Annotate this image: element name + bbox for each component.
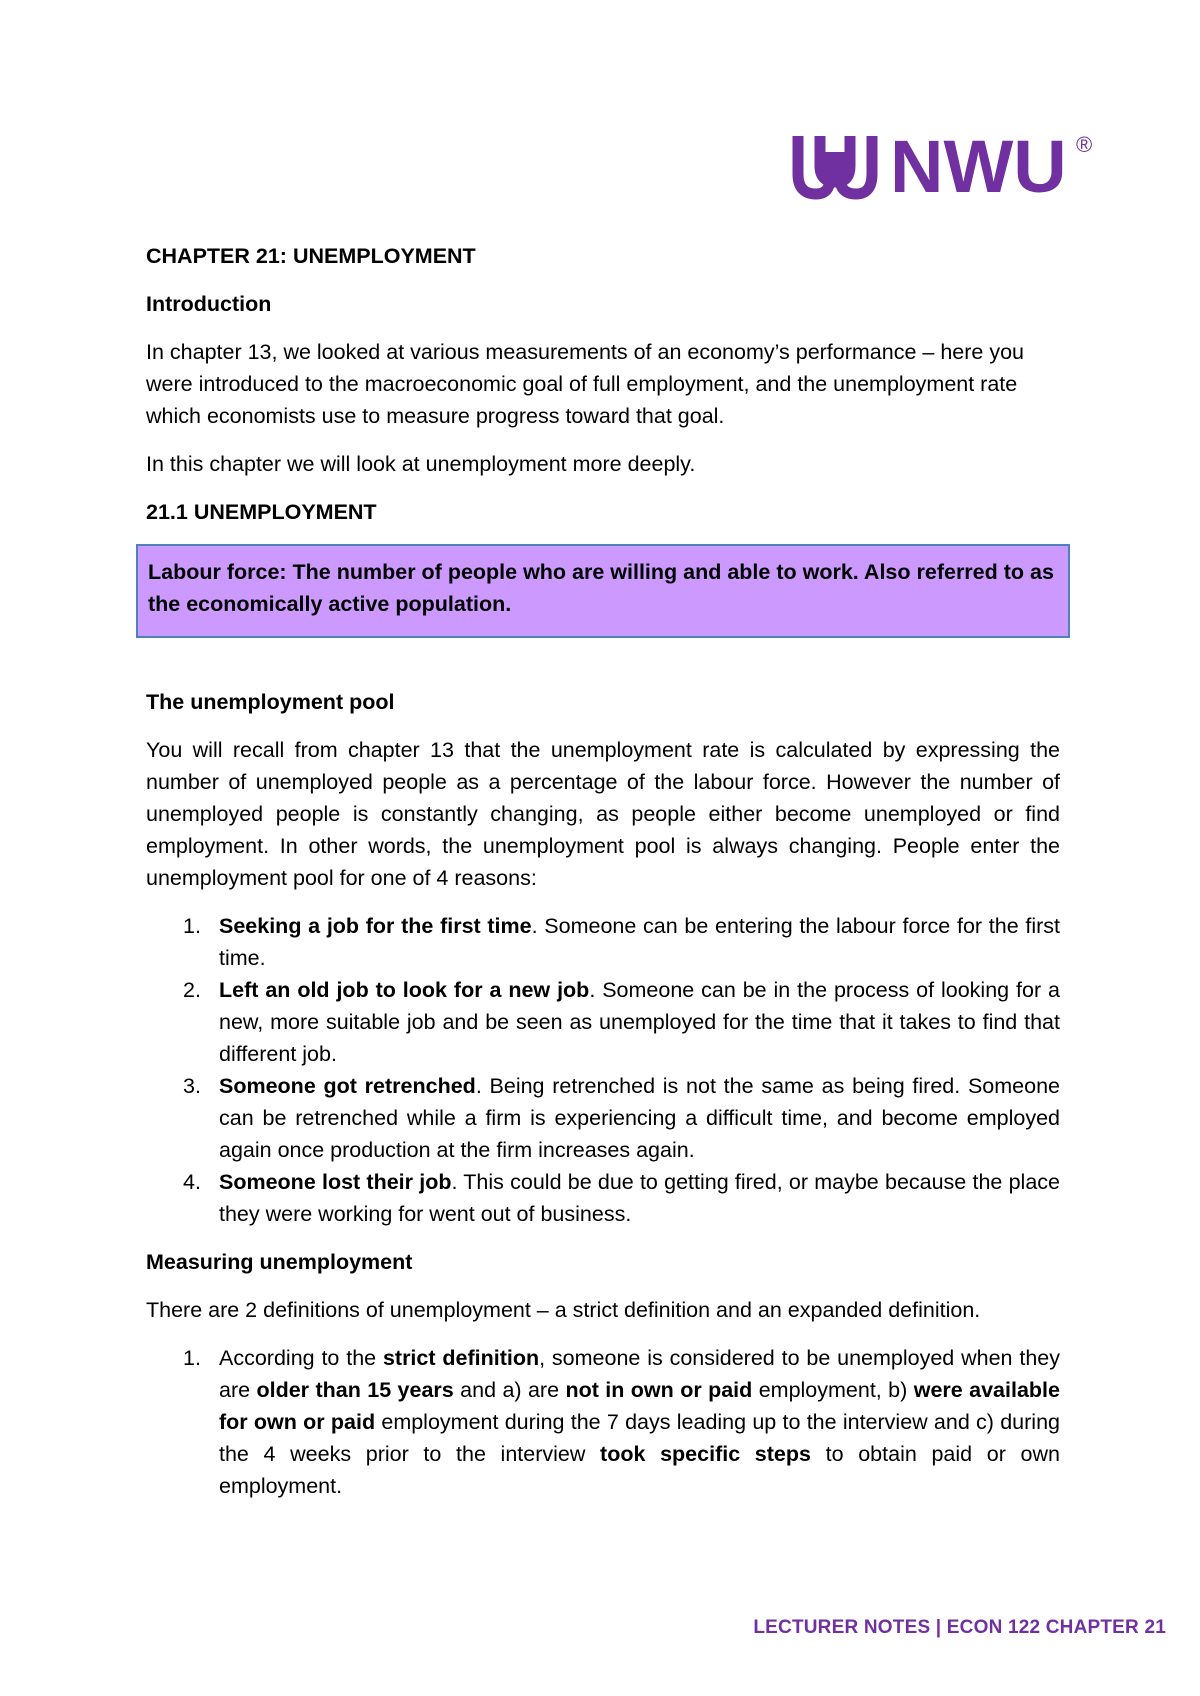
measuring-unemployment-paragraph: There are 2 definitions of unemployment – a strict definition and an expanded definition. [146,1298,981,1322]
section-21-1-heading: 21.1 UNEMPLOYMENT [146,500,377,524]
reason-text: . Someone can be in the process of looking for a new, more suitable job and be seen as unemployed for the time that it takes to find that different job. [219,978,1060,1066]
list-number: 3. [183,1074,201,1098]
definition-bold: strict definition [382,1346,540,1370]
nwu-logo [786,122,1096,212]
list-item [146,1166,1060,1230]
reason-text: . This could be due to getting fired, or maybe because the place they were working for went out of business. [219,1170,1060,1226]
list-item [146,1342,1060,1502]
unemployment-pool-paragraph: You will recall from chapter 13 that the unemployment rate is calculated by expressing the number of unemployed people as a percentage of the labour force. However the number of unemployed people is constantly changing, as people either become unemployed or find employment. In other words, the unemployment pool is always changing. People enter the unemployment pool for one of 4 reasons: [146,738,1060,890]
measuring-unemployment-heading: Measuring unemployment [146,1250,413,1274]
list-number: 1. [183,1346,201,1370]
reason-title: Someone lost their job [219,1170,452,1194]
definition-text: employment during the 7 days leading up to the interview and c) during the 4 weeks prior to the interview [219,1410,1060,1466]
list-number: 2. [183,978,201,1002]
logo-text: NWU [890,125,1067,208]
list-number: 4. [183,1170,201,1194]
list-item [146,974,1060,1070]
introduction-paragraph-1: In chapter 13, we looked at various measurements of an economy’s performance – here you were introduced to the macroeconomic goal of full employment, and the unemployment rate which economists use to measure progress toward that goal. [146,340,1025,428]
reason-text: . Someone can be entering the labour force for the first time. [219,914,1060,970]
registered-mark: ® [1076,132,1093,157]
definition-text: and a) are [453,1378,566,1402]
labour-force-definition-box: Labour force: The number of people who are willing and able to work. Also referred to as the economically active population. [136,544,1070,638]
nwu-logo-icon [786,122,1096,212]
unemployment-pool-heading: The unemployment pool [146,690,395,714]
definition-bold: older than 15 years [256,1378,454,1402]
reason-text: . Being retrenched is not the same as being fired. Someone can be retrenched while a firm is experiencing a difficult time, and become employed again once production at the firm increases again. [219,1074,1061,1162]
definition-text: According to the [219,1346,383,1370]
introduction-paragraph-2: In this chapter we will look at unemployment more deeply. [146,452,696,476]
definition-text: , someone is considered to be unemployed when they are [219,1346,1060,1402]
definition-bold: not in own or paid [565,1378,753,1402]
chapter-title: CHAPTER 21: UNEMPLOYMENT [146,244,476,268]
reasons-list [146,910,1060,1230]
reason-title: Seeking a job for the first time [219,914,532,938]
list-number: 1. [183,914,201,938]
page-footer: LECTURER NOTES | ECON 122 CHAPTER 21 [753,1617,1166,1638]
definition-text: to obtain paid or own employment. [219,1442,1060,1498]
definition-bold: were available for own or paid [219,1378,1060,1434]
introduction-heading: Introduction [146,292,272,316]
definition-bold: took specific steps [600,1442,811,1466]
list-item [146,910,1060,974]
reason-title: Left an old job to look for a new job [219,978,590,1002]
main-content [146,240,1060,1518]
reason-title: Someone got retrenched [219,1074,476,1098]
definitions-list [146,1342,1060,1502]
definition-text: employment, b) [752,1378,914,1402]
list-item [146,1070,1060,1166]
